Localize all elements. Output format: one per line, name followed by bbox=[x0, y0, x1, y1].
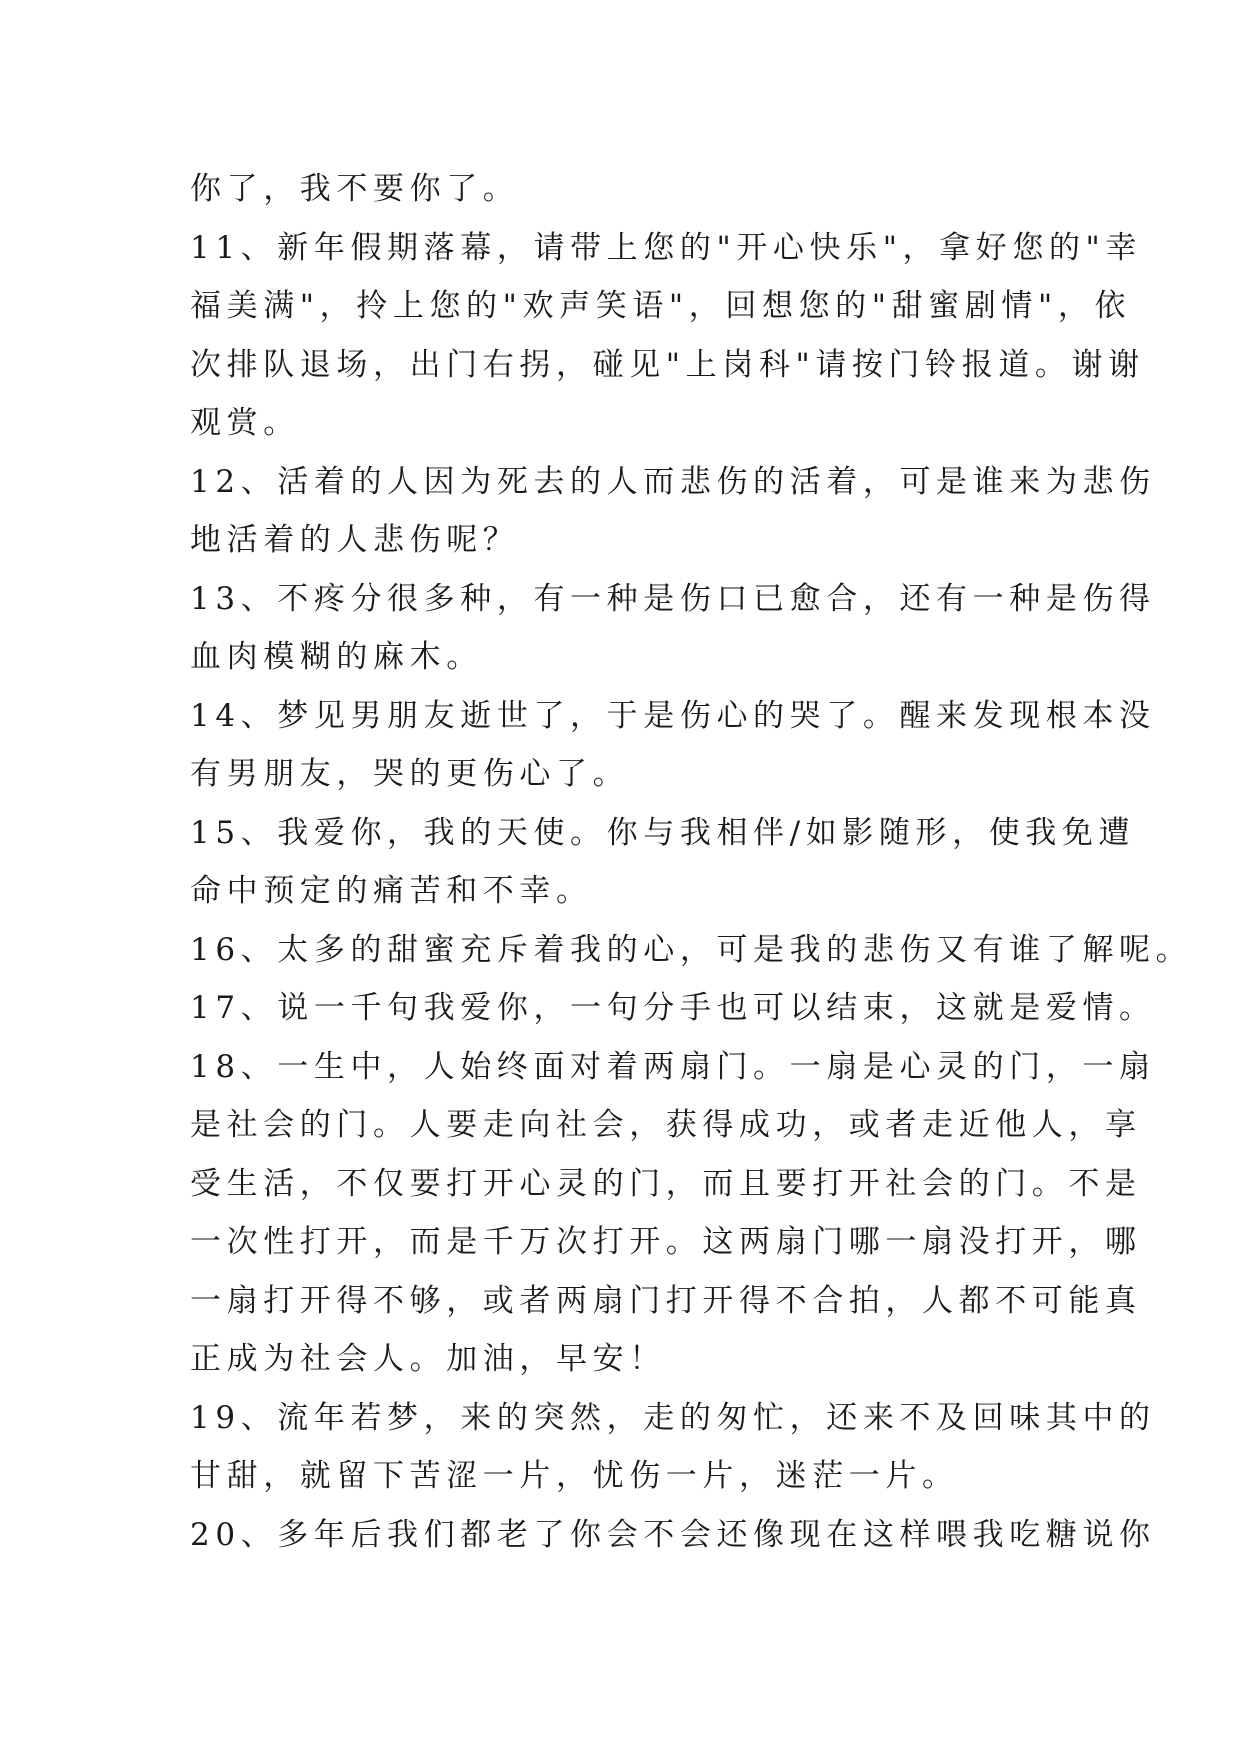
text-line: 你了，我不要你了。 bbox=[190, 171, 520, 207]
text-line: 16、太多的甜蜜充斥着我的心，可是我的悲伤又有谁了解呢。 bbox=[190, 931, 1193, 968]
text-line: 福美满"，拎上您的"欢声笑语"，回想您的"甜蜜剧情"，依 bbox=[190, 288, 1132, 324]
text-line: 14、梦见男朋友逝世了，于是伤心的哭了。醒来发现根本没 bbox=[190, 697, 1156, 734]
text-line: 17、说一千句我爱你，一句分手也可以结束，这就是爱情。 bbox=[190, 990, 1156, 1026]
text-line: 有男朋友，哭的更伤心了。 bbox=[190, 756, 630, 792]
document-body bbox=[190, 160, 1193, 1564]
text-line: 观赏。 bbox=[190, 405, 300, 441]
text-line: 18、一生中，人始终面对着两扇门。一扇是心灵的门，一扇 bbox=[190, 1048, 1156, 1085]
text-line: 20、多年后我们都老了你会不会还像现在这样喂我吃糖说你 bbox=[190, 1516, 1156, 1553]
text-line: 15、我爱你，我的天使。你与我相伴/如影随形，使我免遭 bbox=[190, 814, 1136, 851]
text-line: 13、不疼分很多种，有一种是伤口已愈合，还有一种是伤得 bbox=[190, 580, 1156, 617]
text-line: 一次性打开，而是千万次打开。这两扇门哪一扇没打开，哪 bbox=[190, 1224, 1142, 1260]
text-line: 命中预定的痛苦和不幸。 bbox=[190, 873, 593, 909]
text-line: 血肉模糊的麻木。 bbox=[190, 639, 483, 675]
text-line: 正成为社会人。加油，早安！ bbox=[190, 1341, 666, 1377]
text-line: 甘甜，就留下苦涩一片，忧伤一片，迷茫一片。 bbox=[190, 1458, 959, 1494]
text-line: 19、流年若梦，来的突然，走的匆忙，还来不及回味其中的 bbox=[190, 1399, 1156, 1436]
text-line: 次排队退场，出门右拐，碰见"上岗科"请按门铃报道。谢谢 bbox=[190, 346, 1145, 383]
text-line: 一扇打开得不够，或者两扇门打开得不合拍，人都不可能真 bbox=[190, 1282, 1142, 1319]
text-line: 地活着的人悲伤呢？ bbox=[190, 522, 520, 558]
text-line: 受生活，不仅要打开心灵的门，而且要打开社会的门。不是 bbox=[190, 1165, 1142, 1202]
text-line: 11、新年假期落幕，请带上您的"开心快乐"，拿好您的"幸 bbox=[190, 229, 1143, 266]
text-line: 12、活着的人因为死去的人而悲伤的活着，可是谁来为悲伤 bbox=[190, 463, 1156, 500]
text-line: 是社会的门。人要走向社会，获得成功，或者走近他人，享 bbox=[190, 1107, 1142, 1143]
